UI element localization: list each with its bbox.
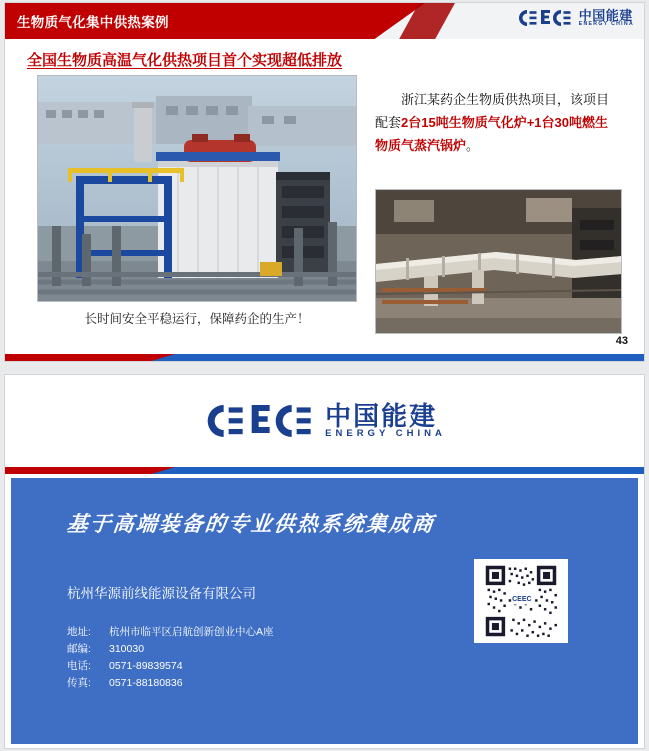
contact-value: 0571-89839574 [109, 660, 183, 672]
ceec-logo [517, 8, 634, 28]
qr-code[interactable] [474, 559, 568, 643]
slide-1 [4, 2, 645, 362]
slide-1-heading: 全国生物质高温气化供热项目首个实现超低排放 [27, 52, 343, 69]
slide-1-footer-bar [5, 354, 644, 361]
ceec-logo-text [579, 9, 634, 28]
contact-row [67, 641, 274, 658]
slide-2 [4, 374, 645, 749]
slide-1-header [5, 3, 644, 39]
plant-photo-caption: 长时间安全平稳运行，保障药企的生产！ [84, 312, 310, 326]
contact-value: 0571-88180836 [109, 677, 183, 689]
ceec-logo-icon [517, 8, 573, 28]
contact-label: 邮编: [67, 643, 91, 655]
slide-2-contact-block [67, 624, 274, 692]
plant-photo-main-graphic [38, 76, 357, 302]
ceec-logo-icon-large [203, 401, 315, 441]
plant-photo-main [37, 75, 357, 302]
ceec-logo-cn: 中国能建 [578, 7, 633, 23]
plant-photo-secondary-graphic [376, 190, 622, 334]
contact-label: 地址: [67, 626, 91, 638]
contact-row [67, 624, 274, 641]
contact-row [67, 675, 274, 692]
ceec-logo-large-text [325, 400, 446, 440]
slide-2-blue-panel [11, 478, 638, 744]
slide-1-page-number: 43 [615, 335, 628, 347]
slide-2-divider-bar-red [5, 467, 175, 474]
paragraph-suffix: 。 [466, 137, 480, 153]
slide-2-logo-area [5, 375, 644, 467]
paragraph-highlight: 2台15吨生物质气化炉+1台30吨燃生物质气蒸汽锅炉 [375, 114, 608, 153]
slide-2-company-name: 杭州华源前线能源设备有限公司 [67, 586, 256, 601]
slide-2-divider-bar [5, 467, 644, 474]
svg-text:CEEC: CEEC [512, 596, 532, 603]
contact-label: 电话: [67, 660, 91, 672]
slide-2-slogan: 基于高端装备的专业供热系统集成商 [65, 511, 437, 536]
paragraph-prefix: 浙江某药企生物质供热项目，该项目配套 [375, 92, 610, 130]
slide-1-title: 生物质气化集中供热案例 [17, 15, 169, 30]
contact-value: 310030 [109, 643, 145, 655]
contact-label: 传真: [67, 677, 91, 689]
ceec-logo-en: ENERGY CHINA [578, 20, 634, 27]
ceec-logo-large-en: ENERGY CHINA [325, 428, 446, 440]
ceec-logo-large [203, 401, 446, 441]
qr-code-image [479, 564, 563, 638]
plant-photo-secondary [375, 189, 622, 334]
qr-code-graphic [479, 564, 563, 638]
slide-1-paragraph [375, 89, 620, 157]
ceec-logo-large-cn: 中国能建 [325, 400, 438, 431]
slide-1-footer-bar-red [5, 354, 175, 361]
contact-value: 杭州市临平区启航创新创业中心A座 [109, 626, 274, 638]
contact-row [67, 658, 274, 675]
